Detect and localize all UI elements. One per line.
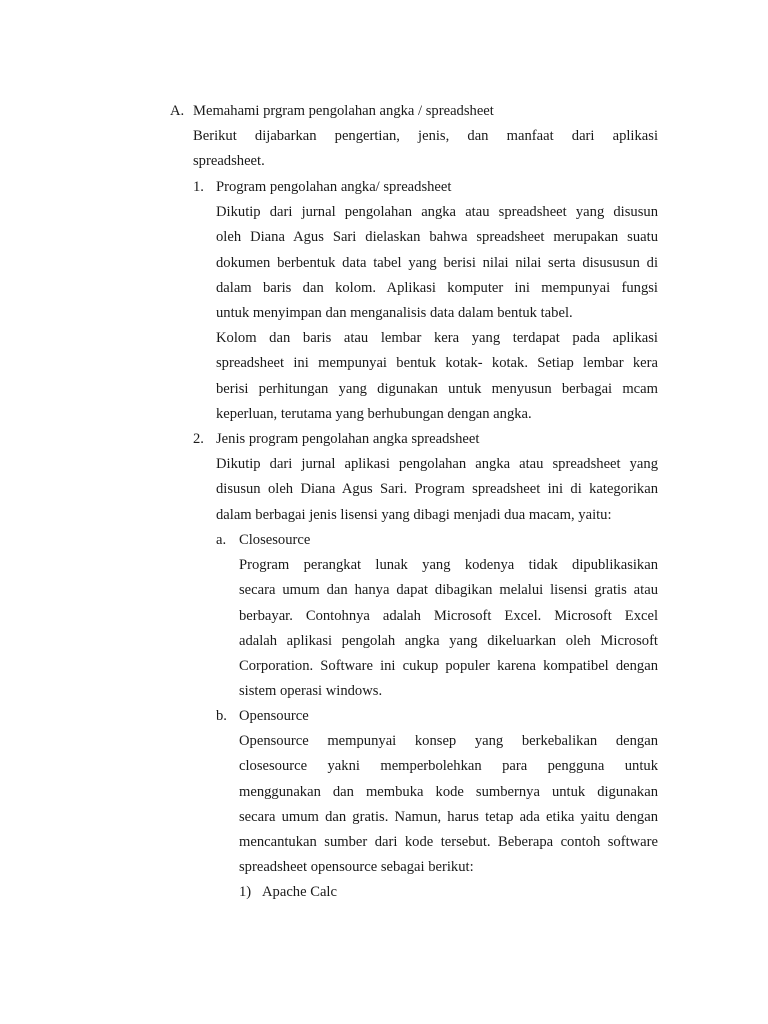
paragraph-line: Opensource mempunyai konsep yang berkebalikan dengan — [239, 733, 658, 749]
sub-a-paragraph — [239, 553, 658, 705]
sub-a-marker: a. — [216, 532, 227, 548]
paragraph-line: spreadsheet opensource sebagai berikut: — [239, 859, 474, 876]
paragraph-line: Program perangkat lunak yang kodenya tidak dipublikasikan — [239, 557, 658, 573]
paragraph-line: Kolom dan baris atau lembar kera yang terdapat pada aplikasi — [216, 330, 658, 346]
paragraph-line: adalah aplikasi pengolah angka yang dikeluarkan oleh Microsoft — [239, 632, 658, 649]
section-a-intro — [193, 124, 658, 175]
item-2-paragraph — [216, 452, 658, 528]
item-1-paragraph-2 — [216, 326, 658, 427]
paragraph-line: Corporation. Software ini cukup populer karena kompatibel dengan — [239, 658, 658, 675]
intro-line: Berikut dijabarkan pengertian, jenis, dan manfaat dari aplikasi — [193, 128, 658, 144]
paragraph-line: secara umum dan gratis. Namun, harus tetap ada etika yaitu dengan — [239, 808, 658, 825]
list-item-marker: 1) — [239, 884, 252, 900]
paragraph-line: keperluan, terutama yang berhubungan dengan angka. — [216, 405, 532, 422]
paragraph-line: sistem operasi windows. — [239, 683, 383, 700]
paragraph-line: dalam baris dan kolom. Aplikasi komputer ini mempunyai fungsi — [216, 279, 658, 296]
section-title: Memahami prgram pengolahan angka / spreadsheet — [193, 103, 494, 119]
section-marker: A. — [170, 103, 185, 119]
paragraph-line: berbayar. Contohnya adalah Microsoft Excel. Microsoft Excel — [239, 607, 658, 624]
sub-b-marker: b. — [216, 708, 227, 724]
item-2-title: Jenis program pengolahan angka spreadsheet — [216, 431, 480, 447]
paragraph-line: disusun oleh Diana Agus Sari. Program spreadsheet ini di kategorikan — [216, 481, 658, 498]
paragraph-line: oleh Diana Agus Sari dielaskan bahwa spreadsheet merupakan suatu — [216, 229, 658, 246]
sub-a-heading — [216, 528, 658, 553]
sub-a-title: Closesource — [239, 532, 311, 548]
list-item-title: Apache Calc — [262, 884, 337, 900]
paragraph-line: dalam berbagai jenis lisensi yang dibagi menjadi dua macam, yaitu: — [216, 506, 612, 523]
sub-b-paragraph — [239, 729, 658, 881]
paragraph-line: Dikutip dari jurnal aplikasi pengolahan angka atau spreadsheet yang — [216, 456, 658, 472]
paragraph-line: closesource yakni memperbolehkan para pengguna untuk — [239, 758, 658, 775]
intro-line: spreadsheet. — [193, 153, 265, 170]
paragraph-line: spreadsheet ini mempunyai bentuk kotak- kotak. Setiap lembar kera — [216, 355, 658, 372]
paragraph-line: berisi perhitungan yang digunakan untuk menyusun berbagai mcam — [216, 380, 658, 397]
item-2-heading — [193, 427, 658, 452]
paragraph-line: mencantukan sumber dari kode tersebut. Beberapa contoh software — [239, 834, 658, 851]
paragraph-line: menggunakan dan membuka kode sumbernya untuk digunakan — [239, 783, 658, 800]
paragraph-line: secara umum dan hanya dapat dibagikan melalui lisensi gratis atau — [239, 582, 658, 599]
sub-b-title: Opensource — [239, 708, 309, 724]
item-1-paragraph-1 — [216, 200, 658, 326]
section-a-heading — [170, 99, 660, 124]
item-1-marker: 1. — [193, 179, 204, 195]
item-1-title: Program pengolahan angka/ spreadsheet — [216, 179, 452, 195]
paragraph-line: dokumen berbentuk data tabel yang berisi nilai nilai serta disususun di — [216, 254, 658, 271]
item-1-heading — [193, 175, 658, 200]
sub-b-heading — [216, 704, 658, 729]
item-2-marker: 2. — [193, 431, 204, 447]
paragraph-line: Dikutip dari jurnal pengolahan angka atau spreadsheet yang disusun — [216, 204, 658, 220]
sub-b-list-item — [239, 880, 658, 905]
paragraph-line: untuk menyimpan dan menganalisis data dalam bentuk tabel. — [216, 305, 573, 322]
